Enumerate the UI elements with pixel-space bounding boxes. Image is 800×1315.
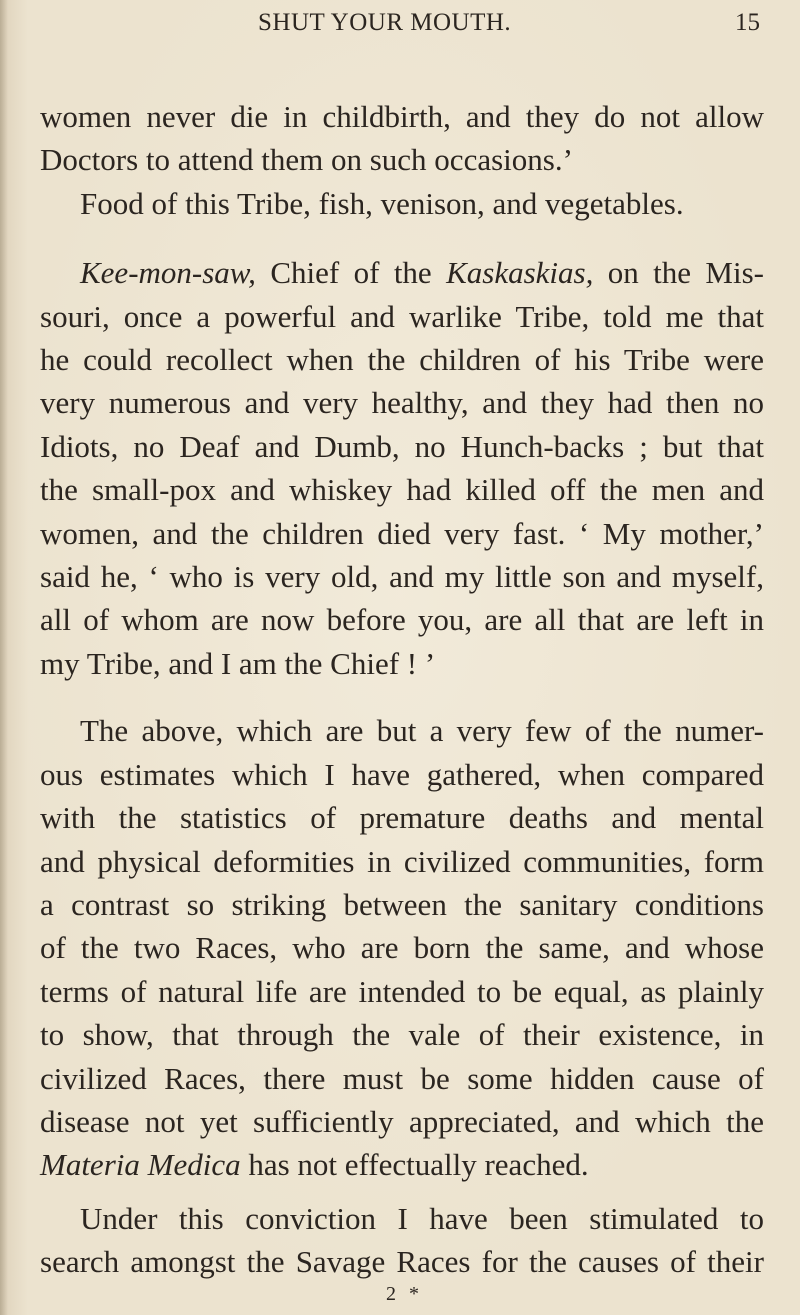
chief-name: Kee-mon-saw, xyxy=(80,255,256,291)
paragraph-2 xyxy=(40,182,764,225)
text-line: civilized Races, there must be some hidden cause of xyxy=(40,1060,764,1096)
text-line: very numerous and very healthy, and they had then no xyxy=(40,385,764,421)
text-line: women never die in childbirth, and they do not allow xyxy=(40,99,764,134)
text-line: women, and the children died very fast. ‘ My mother,’ xyxy=(40,515,764,551)
paragraph-5 xyxy=(40,1197,764,1284)
body-text xyxy=(40,95,764,1284)
tribe-name: Kaskaskias, xyxy=(446,255,594,291)
text-line: souri, once a powerful and warlike Tribe, told me that xyxy=(40,298,764,334)
paragraph-3 xyxy=(40,251,764,685)
text-line: and physical deformities in civilized communities, form xyxy=(40,843,764,879)
text-line: to show, that through the vale of their existence, in xyxy=(40,1017,764,1053)
text-line: Under this conviction I have been stimulated to xyxy=(80,1200,764,1236)
text-line: the small-pox and whiskey had killed off the men and xyxy=(40,472,764,508)
page-gutter-shadow xyxy=(0,0,8,1315)
paragraph-4 xyxy=(40,709,764,1186)
page-number: 15 xyxy=(735,9,760,36)
materia-medica: Materia Medica xyxy=(40,1147,241,1183)
text-line: with the statistics of premature deaths and mental xyxy=(40,800,764,836)
text-line: he could recollect when the children of his Tribe were xyxy=(40,342,764,378)
text-line: terms of natural life are intended to be equal, as plainly xyxy=(40,973,764,1009)
text-line: said he, ‘ who is very old, and my little son and myself, xyxy=(40,559,764,595)
text-line: all of whom are now before you, are all that are left in xyxy=(40,602,764,638)
text-line: Doctors to attend them on such occasions.’ xyxy=(40,142,573,178)
text-line-with-italics: Materia Medica has not effectually reached. xyxy=(40,1147,589,1183)
text-line: my Tribe, and I am the Chief ! ’ xyxy=(40,645,436,681)
text-line: of the two Races, who are born the same, and whose xyxy=(40,930,764,966)
text-line: Idiots, no Deaf and Dumb, no Hunch-backs ; but that xyxy=(40,428,764,464)
running-head xyxy=(0,9,800,49)
text-line: a contrast so striking between the sanitary conditions xyxy=(40,886,764,922)
running-title: SHUT YOUR MOUTH. xyxy=(258,9,512,36)
text-line: disease not yet sufficiently appreciated, and which the xyxy=(40,1103,764,1139)
signature-mark: 2 * xyxy=(386,1283,423,1305)
text-line-with-italics: Kee-mon-saw, Chief of the Kaskaskias, on the Mis- xyxy=(80,255,765,291)
paragraph-1 xyxy=(40,95,764,182)
text-line: search amongst the Savage Races for the causes of their xyxy=(40,1244,764,1280)
text-line: Food of this Tribe, fish, venison, and vegetables. xyxy=(80,185,684,221)
text-line: The above, which are but a very few of the numer- xyxy=(80,713,764,749)
text-line: ous estimates which I have gathered, when compared xyxy=(40,756,764,792)
